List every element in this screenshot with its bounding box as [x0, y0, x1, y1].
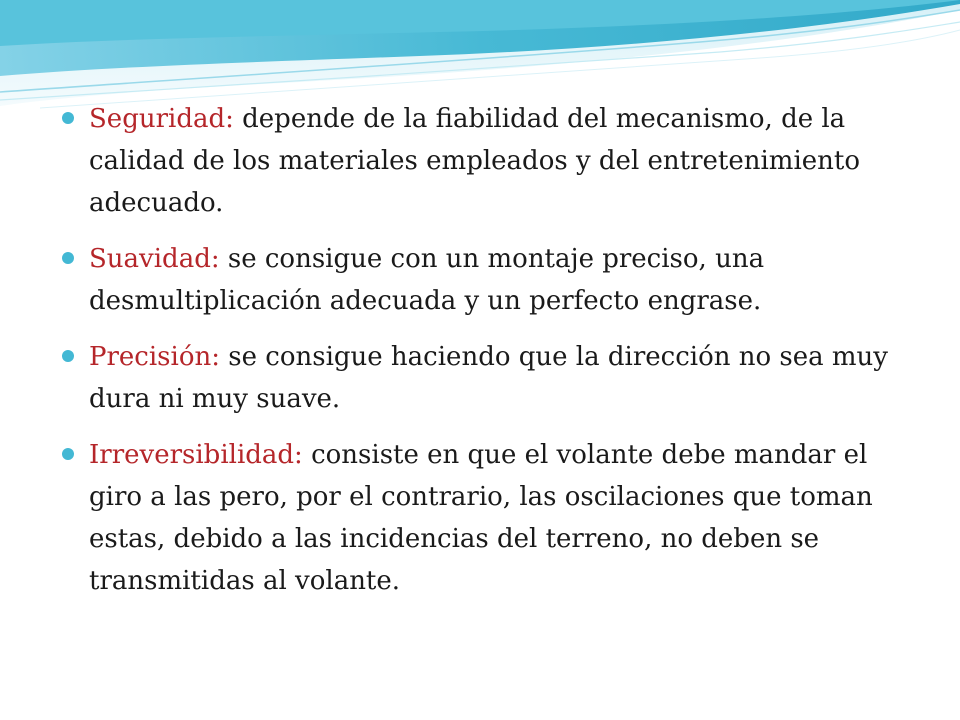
bullet-suavidad [60, 238, 912, 322]
bullet-precision [60, 336, 912, 420]
bullet-text: se consigue con un montaje preciso, una desmultiplicación adecuada y un perfecto engrase. [89, 244, 765, 316]
bullet-text: consiste en que el volante debe mandar el giro a las pero, por el contrario, las oscilaciones que toman estas, debido a las incidencias del terreno, no deben se transmitidas al volante. [89, 440, 873, 596]
bullet-text: se consigue haciendo que la dirección no sea muy dura ni muy suave. [89, 342, 888, 414]
bullet-term: Suavidad: [89, 244, 220, 274]
bullet-dot-icon [62, 350, 74, 362]
bullet-text: depende de la fiabilidad del mecanismo, de la calidad de los materiales empleados y del entretenimiento adecuado. [89, 104, 861, 218]
bullet-dot-icon [62, 252, 74, 264]
bullet-term: Seguridad: [89, 104, 234, 134]
bullet-term: Irreversibilidad: [89, 440, 303, 470]
bullet-term: Precisión: [89, 342, 221, 372]
bullet-list [60, 98, 912, 616]
bullet-irreversibilidad [60, 434, 912, 602]
bullet-dot-icon [62, 448, 74, 460]
bullet-seguridad [60, 98, 912, 224]
bullet-dot-icon [62, 112, 74, 124]
